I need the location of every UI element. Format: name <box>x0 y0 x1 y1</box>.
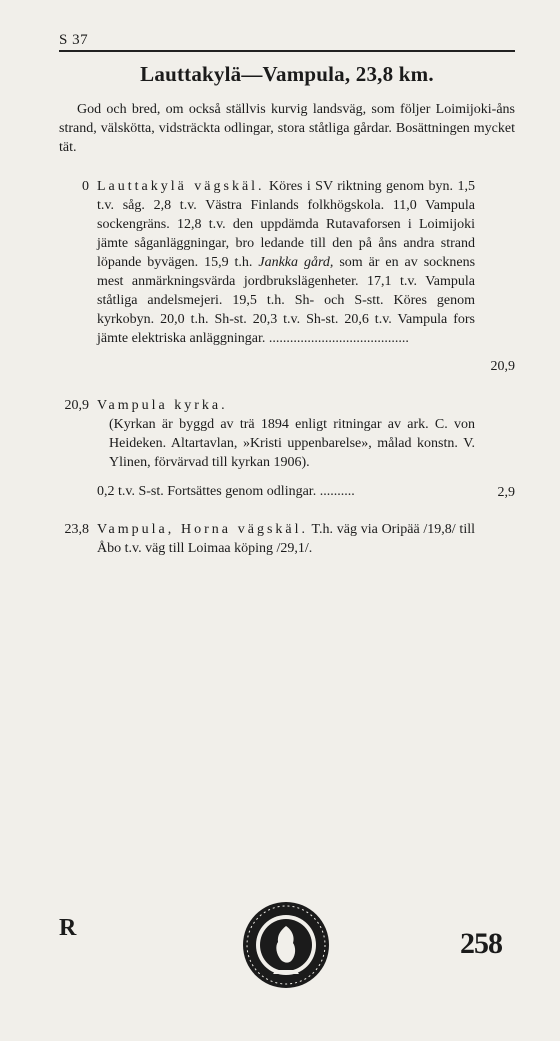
entry-sub-description: 0,2 t.v. S-st. Fortsättes genom odlingar. .......... <box>97 484 355 499</box>
entry-description: (Kyrkan är byggd av trä 1894 enligt ritningar av ark. C. von Heideken. Altartavlan, »Kristi uppenbarelse», målad konstn. V. Ylinen, förvärvad till kyrkan 1906). <box>109 417 475 470</box>
entry-description-cont: som är en av socknens mest anmärkningsvärda jordbrukslägenheter. 17,1 t.v. Vampula ståtliga andelsmejeri. 19,5 t.h. Sh- och S-stt. Köres genom kyrkobyn. 20,0 t.h. Sh-st. 20,3 t.v. Sh-st. 20,6 t.v. Vampula fors jämte elektriska anläggningar. ........................................ <box>97 255 476 346</box>
touring-club-seal-icon <box>241 900 331 990</box>
entry-km-start: 23,8 <box>64 522 89 537</box>
entry-description: Köres i SV riktning genom byn. 1,5 t.v. såg. 2,8 t.v. Västra Finlands folkhögskola. 11,0 Vampula sockengräns. 12,8 t.v. den uppdämda Rutavaforsen i Loimijoki jämte såganläggningar, bro ledande till den på åns andra strand löpande byvägen. 15,9 t.h. <box>97 179 475 270</box>
entry-km-end: 2,9 <box>497 485 515 500</box>
entry-text <box>97 520 475 558</box>
route-entry <box>59 177 515 377</box>
entry-km-start: 0 <box>82 179 89 194</box>
entry-place-name: Lauttakylä vägskäl. <box>97 179 265 194</box>
route-entry <box>59 396 515 501</box>
route-title: Lauttakylä—Vampula, 23,8 km. <box>140 62 434 86</box>
page-number: 258 <box>460 927 502 960</box>
entry-place-name: Vampula kyrka. <box>97 398 228 413</box>
printer-signature: R <box>59 915 77 941</box>
header-rule <box>59 50 515 52</box>
entry-km-start: 20,9 <box>64 398 89 413</box>
entry-text <box>97 177 475 348</box>
route-entry <box>59 520 515 560</box>
route-code: S 37 <box>59 32 89 48</box>
entry-km-end: 20,9 <box>490 359 515 374</box>
entry-text <box>97 396 475 501</box>
route-description: God och bred, om också ställvis kurvig landsväg, som följer Loimijoki-åns strand, välskötta, vidsträckta odlingar, stora ståtliga gårdar. Bosättningen mycket tät. <box>59 102 515 155</box>
entry-italic-name: Jankka gård, <box>258 255 334 270</box>
entry-place-name: Vampula, Horna vägskäl. <box>97 522 309 537</box>
entry-description: T.h. väg via Oripää /19,8/ till Åbo t.v. väg till Loimaa köping /29,1/. <box>97 522 475 556</box>
